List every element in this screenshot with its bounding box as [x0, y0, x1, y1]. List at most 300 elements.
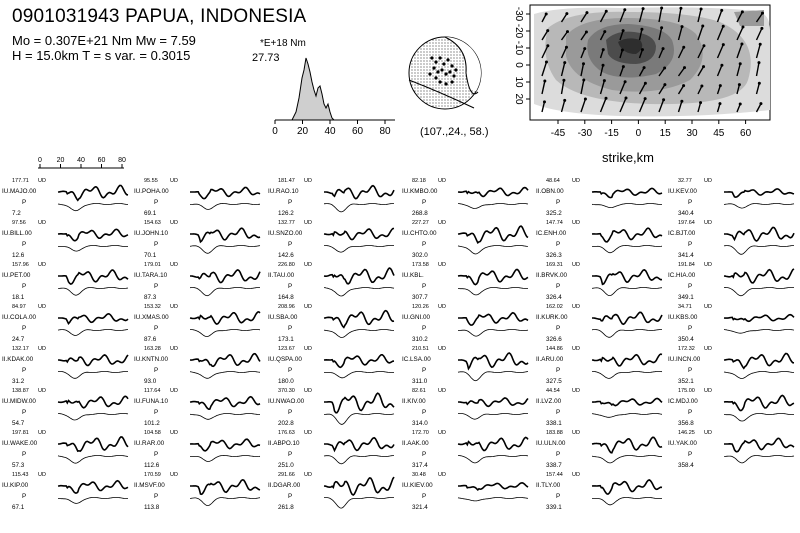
station-phase: P — [422, 283, 427, 290]
synthetic-waveform — [324, 413, 394, 424]
observed-waveform — [58, 355, 128, 366]
station-azimuth: 31.2 — [12, 378, 25, 385]
synthetic-waveform — [592, 371, 662, 378]
synthetic-waveform — [724, 203, 794, 208]
station-amplitude: 208.96 — [278, 304, 295, 310]
station-component: UD — [438, 346, 446, 352]
station-amplitude: 162.02 — [546, 304, 563, 310]
observed-waveform — [592, 437, 662, 453]
station-azimuth: 251.0 — [278, 462, 294, 469]
station-phase: P — [688, 325, 693, 332]
slip-y-tick-label: 0 — [513, 62, 524, 68]
station-name: IU.RAR.00 — [134, 440, 165, 447]
station-amplitude: 120.26 — [412, 304, 429, 310]
station-panel — [2, 220, 128, 259]
slip-vector-head — [622, 29, 625, 32]
station-component: UD — [170, 262, 178, 268]
slip-x-tick-label: 60 — [740, 128, 752, 139]
station-azimuth: 338.1 — [546, 420, 562, 427]
station-amplitude: 132.17 — [12, 346, 29, 352]
observed-waveform — [324, 268, 394, 284]
station-amplitude: 82.18 — [412, 178, 426, 184]
observed-waveform — [190, 439, 260, 451]
observed-waveform — [190, 228, 260, 242]
station-azimuth: 326.3 — [546, 252, 562, 259]
synthetic-waveform — [724, 413, 794, 421]
slip-vector-head — [662, 47, 665, 50]
slip-x-tick-label: -30 — [577, 128, 593, 139]
station-panel — [402, 262, 528, 301]
slip-vector-head — [680, 100, 683, 103]
synthetic-waveform — [58, 203, 128, 210]
observed-waveform — [592, 228, 662, 242]
station-panel — [668, 346, 794, 385]
synthetic-waveform — [324, 455, 394, 463]
synthetic-waveform — [324, 371, 394, 377]
synthetic-waveform — [58, 329, 128, 335]
slip-vector-head — [700, 8, 703, 11]
station-panel — [2, 346, 128, 385]
station-amplitude: 117.64 — [144, 388, 161, 394]
station-name: IU.KBL. — [402, 272, 424, 279]
station-phase: P — [688, 367, 693, 374]
observed-waveform — [190, 480, 260, 495]
station-component: UD — [704, 346, 712, 352]
station-name: IU.YAK.00 — [668, 440, 697, 447]
station-component: UD — [438, 472, 446, 478]
slip-vector-head — [720, 64, 723, 67]
station-component: UD — [170, 430, 178, 436]
station-name: IU.XMAS.00 — [134, 314, 169, 321]
synthetic-waveform — [458, 287, 528, 295]
slip-x-tick-label: 30 — [686, 128, 698, 139]
station-amplitude: 32.77 — [678, 178, 692, 184]
observed-waveform — [58, 229, 128, 240]
synthetic-waveform — [592, 287, 662, 295]
station-component: UD — [572, 472, 580, 478]
station-panel — [402, 430, 528, 469]
slip-vector-head — [602, 48, 605, 51]
synthetic-waveform — [190, 413, 260, 419]
stf-tick-label: 40 — [324, 126, 336, 137]
station-name: IU.KEV.00 — [668, 188, 697, 195]
station-component: UD — [170, 346, 178, 352]
station-component: UD — [704, 388, 712, 394]
slip-x-tick-label: -45 — [550, 128, 566, 139]
station-amplitude: 226.80 — [278, 262, 295, 268]
station-azimuth: 321.4 — [412, 504, 428, 511]
synthetic-waveform — [58, 497, 128, 503]
source-time-function — [272, 58, 395, 137]
slip-vector-head — [641, 48, 644, 51]
station-azimuth: 112.6 — [144, 462, 160, 469]
station-component: UD — [38, 178, 46, 184]
station-panel — [268, 346, 394, 385]
station-phase: P — [422, 451, 427, 458]
station-name: IU.QSPA.00 — [268, 356, 302, 363]
station-panel — [402, 304, 528, 343]
synthetic-waveform — [58, 245, 128, 251]
stf-scale-label: *E+18 Nm — [260, 38, 306, 49]
observed-waveform — [324, 186, 394, 199]
observed-waveform — [724, 395, 794, 410]
slip-vector-head — [759, 43, 762, 46]
station-panel — [134, 262, 260, 301]
synthetic-waveform — [724, 455, 794, 463]
station-amplitude: 177.71 — [12, 178, 29, 184]
station-component: UD — [572, 346, 580, 352]
observed-waveform — [190, 312, 260, 324]
station-panel — [2, 304, 128, 343]
time-tick-label: 60 — [97, 157, 106, 164]
station-panel — [668, 304, 794, 343]
slip-vector-head — [644, 97, 647, 100]
station-panel — [536, 346, 662, 385]
slip-vector-head — [603, 79, 606, 82]
station-waveform-grid — [2, 178, 794, 511]
synthetic-waveform — [190, 329, 260, 336]
slip-vector-head — [660, 7, 663, 10]
station-amplitude: 82.61 — [412, 388, 426, 394]
station-azimuth: 327.5 — [546, 378, 562, 385]
slip-vector-head — [682, 84, 685, 87]
station-component: UD — [304, 472, 312, 478]
synthetic-waveform — [592, 413, 662, 417]
station-component: UD — [38, 220, 46, 226]
synthetic-waveform — [190, 497, 260, 505]
synthetic-waveform — [190, 371, 260, 378]
station-amplitude: 44.54 — [546, 388, 560, 394]
station-phase: P — [22, 325, 27, 332]
station-amplitude: 191.84 — [678, 262, 695, 268]
station-name: II.MSVF.00 — [134, 482, 165, 489]
station-amplitude: 84.97 — [12, 304, 26, 310]
observed-waveform — [324, 311, 394, 328]
station-name: IC.MDJ.00 — [668, 398, 698, 405]
station-panel — [402, 178, 528, 217]
station-name: II.TLY.00 — [536, 482, 561, 489]
station-name: IC.HIA.00 — [668, 272, 696, 279]
synthetic-waveform — [190, 203, 260, 209]
station-azimuth: 12.6 — [12, 252, 25, 259]
station-phase: P — [154, 325, 159, 332]
station-component: UD — [170, 472, 178, 478]
synthetic-waveform — [592, 455, 662, 463]
station-component: UD — [572, 178, 580, 184]
station-phase: P — [288, 241, 293, 248]
slip-vector-head — [543, 80, 546, 83]
station-panel — [134, 304, 260, 343]
station-name: II.TAU.00 — [268, 272, 295, 279]
station-name: IU.KBS.00 — [668, 314, 698, 321]
station-phase: P — [556, 367, 561, 374]
station-amplitude: 157.44 — [546, 472, 563, 478]
station-panel — [536, 178, 662, 217]
station-azimuth: 57.3 — [12, 462, 25, 469]
slip-vector-head — [738, 83, 741, 86]
station-name: IU.POHA.00 — [134, 188, 169, 195]
synthetic-waveform — [324, 287, 394, 296]
station-component: UD — [38, 430, 46, 436]
station-phase: P — [422, 493, 427, 500]
station-name: IU.WAKE.00 — [2, 440, 38, 447]
station-component: UD — [438, 430, 446, 436]
station-component: UD — [438, 178, 446, 184]
station-phase: P — [422, 241, 427, 248]
station-panel — [668, 430, 794, 469]
slip-vector-head — [760, 27, 763, 30]
station-azimuth: 87.6 — [144, 336, 157, 343]
station-panel — [402, 472, 528, 511]
station-phase: P — [22, 409, 27, 416]
station-amplitude: 123.67 — [278, 346, 295, 352]
station-phase: P — [22, 451, 27, 458]
slip-vector-head — [640, 28, 643, 31]
station-azimuth: 268.8 — [412, 210, 428, 217]
station-phase: P — [556, 283, 561, 290]
station-name: IU.CHTO.00 — [402, 230, 437, 237]
station-phase: P — [556, 241, 561, 248]
slip-vector-head — [682, 46, 685, 49]
station-component: UD — [572, 262, 580, 268]
station-name: IU.SBA.00 — [268, 314, 298, 321]
station-phase: P — [154, 493, 159, 500]
station-azimuth: 310.2 — [412, 336, 428, 343]
station-azimuth: 358.4 — [678, 462, 694, 469]
slip-vector-head — [624, 80, 627, 83]
station-panel — [268, 262, 394, 301]
slip-vector-head — [683, 66, 686, 69]
station-azimuth: 311.0 — [412, 378, 428, 385]
slip-vector-head — [543, 100, 546, 103]
station-phase: P — [556, 451, 561, 458]
station-phase: P — [688, 409, 693, 416]
station-amplitude: 138.87 — [12, 388, 29, 394]
station-amplitude: 170.59 — [144, 472, 161, 478]
slip-vector-head — [565, 12, 568, 15]
station-panel — [668, 178, 794, 217]
station-component: UD — [438, 388, 446, 394]
slip-vector-head — [582, 79, 585, 82]
synthetic-waveform — [592, 203, 662, 207]
station-component: UD — [572, 388, 580, 394]
station-azimuth: 349.1 — [678, 294, 694, 301]
station-component: UD — [704, 430, 712, 436]
slip-vector-head — [660, 26, 663, 29]
station-amplitude: 95.55 — [144, 178, 158, 184]
station-phase: P — [288, 325, 293, 332]
station-phase: P — [422, 409, 427, 416]
synthetic-waveform — [724, 287, 794, 295]
station-component: UD — [170, 220, 178, 226]
station-component: UD — [438, 220, 446, 226]
station-name: IU.PET.00 — [2, 272, 31, 279]
slip-vector-head — [761, 12, 764, 15]
station-azimuth: 340.4 — [678, 210, 694, 217]
station-azimuth: 24.7 — [12, 336, 25, 343]
slip-vector-head — [642, 7, 645, 10]
station-component: UD — [304, 346, 312, 352]
station-azimuth: 7.2 — [12, 210, 21, 217]
station-panel — [268, 430, 394, 469]
station-name: IU.SNZO.00 — [268, 230, 303, 237]
station-phase: P — [556, 325, 561, 332]
slip-vector-head — [718, 102, 721, 105]
station-name: II.KIV.00 — [402, 398, 426, 405]
station-azimuth: 126.2 — [278, 210, 294, 217]
station-panel — [268, 304, 394, 343]
station-azimuth: 314.0 — [412, 420, 428, 427]
slip-vector-head — [663, 67, 666, 70]
station-name: II.OBN.00 — [536, 188, 564, 195]
station-name: IU.KMBO.00 — [402, 188, 438, 195]
station-name: IU.COLA.00 — [2, 314, 36, 321]
station-amplitude: 172.32 — [678, 346, 695, 352]
station-panel — [134, 220, 260, 259]
observed-waveform — [458, 437, 528, 450]
slip-vector-head — [563, 61, 566, 64]
slip-vector-head — [722, 25, 725, 28]
slip-vector-head — [739, 103, 742, 106]
station-panel — [2, 178, 128, 217]
station-phase: P — [154, 241, 159, 248]
station-amplitude: 210.51 — [412, 346, 429, 352]
station-azimuth: 350.4 — [678, 336, 694, 343]
station-panel — [536, 430, 662, 469]
station-phase: P — [288, 283, 293, 290]
station-phase: P — [22, 283, 27, 290]
observed-waveform — [190, 187, 260, 198]
station-name: II.AAK.00 — [402, 440, 429, 447]
station-name: IU.KNTN.00 — [134, 356, 168, 363]
station-amplitude: 181.47 — [278, 178, 295, 184]
station-component: UD — [438, 262, 446, 268]
observed-waveform — [324, 393, 394, 413]
slip-map-x-ticks — [551, 120, 752, 139]
station-component: UD — [704, 262, 712, 268]
time-tick-label: 0 — [38, 157, 42, 164]
station-name: II.KURK.00 — [536, 314, 568, 321]
observed-waveform — [58, 270, 128, 284]
station-amplitude: 30.48 — [412, 472, 426, 478]
station-amplitude: 153.32 — [144, 304, 161, 310]
observed-waveform — [58, 314, 128, 324]
station-amplitude: 157.96 — [12, 262, 29, 268]
station-name: IU.MAJO.00 — [2, 188, 37, 195]
time-scale — [38, 157, 126, 168]
stf-curve — [292, 58, 334, 120]
station-amplitude: 147.74 — [546, 220, 563, 226]
station-name: IC.ENH.00 — [536, 230, 567, 237]
synthetic-waveform — [458, 329, 528, 336]
synthetic-waveform — [592, 497, 662, 504]
station-panel — [268, 220, 394, 259]
station-amplitude: 172.70 — [412, 430, 429, 436]
station-name: IC.BJT.00 — [668, 230, 696, 237]
stf-ticks — [272, 120, 391, 137]
slip-y-tick-label: 10 — [513, 76, 524, 88]
slip-vector-head — [662, 98, 665, 101]
station-phase: P — [688, 451, 693, 458]
station-component: UD — [170, 304, 178, 310]
station-name: IU.ULN.00 — [536, 440, 566, 447]
observed-waveform — [190, 397, 260, 410]
station-amplitude: 146.25 — [678, 430, 695, 436]
station-amplitude: 115.43 — [12, 472, 29, 478]
focal-mechanism — [409, 37, 481, 120]
slip-vector-head — [699, 101, 702, 104]
station-panel — [134, 430, 260, 469]
synthetic-waveform — [724, 371, 794, 378]
station-name: IU.TARA.10 — [134, 272, 168, 279]
slip-vector-head — [702, 65, 705, 68]
station-name: II.BRVK.00 — [536, 272, 568, 279]
synthetic-waveform — [190, 287, 260, 295]
observed-waveform — [58, 185, 128, 200]
observed-waveform — [592, 399, 662, 406]
station-panel — [134, 388, 260, 427]
slip-vector-head — [700, 85, 703, 88]
station-amplitude: 291.66 — [278, 472, 295, 478]
station-phase: P — [154, 451, 159, 458]
slip-vector-head — [621, 49, 624, 52]
station-azimuth: 202.8 — [278, 420, 294, 427]
station-phase: P — [422, 367, 427, 374]
station-component: UD — [38, 262, 46, 268]
observed-waveform — [458, 398, 528, 406]
observed-waveform — [458, 353, 528, 369]
station-component: UD — [304, 388, 312, 394]
station-azimuth: 356.8 — [678, 420, 694, 427]
station-amplitude: 97.56 — [12, 220, 26, 226]
synthetic-waveform — [190, 455, 260, 461]
station-amplitude: 173.58 — [412, 262, 429, 268]
station-azimuth: 338.7 — [546, 462, 562, 469]
slip-vector-head — [566, 30, 569, 33]
slip-vector-head — [739, 62, 742, 65]
station-phase: P — [22, 367, 27, 374]
station-panel — [134, 178, 260, 217]
station-component: UD — [38, 388, 46, 394]
slip-vector-head — [546, 44, 549, 47]
station-panel — [536, 388, 662, 427]
station-amplitude: 163.28 — [144, 346, 161, 352]
synthetic-waveform — [724, 245, 794, 254]
station-component: UD — [704, 220, 712, 226]
slip-y-tick-label: -30 — [513, 6, 524, 22]
station-panel — [2, 262, 128, 301]
station-amplitude: 197.81 — [12, 430, 29, 436]
station-panel — [2, 472, 128, 511]
observed-waveform — [724, 438, 794, 452]
depth-variance-line: H = 15.0km T = s var. = 0.3015 — [12, 48, 191, 63]
station-phase: P — [288, 451, 293, 458]
slip-vector-head — [624, 97, 627, 100]
station-azimuth: 341.4 — [678, 252, 694, 259]
slip-vector-head — [681, 25, 684, 28]
synthetic-waveform — [58, 413, 128, 420]
station-amplitude: 176.63 — [278, 430, 295, 436]
station-amplitude: 197.64 — [678, 220, 695, 226]
station-phase: P — [556, 409, 561, 416]
station-azimuth: 101.2 — [144, 420, 160, 427]
observed-waveform — [58, 437, 128, 451]
station-name: IU.NWAO.00 — [268, 398, 305, 405]
station-name: II.KDAK.00 — [2, 356, 34, 363]
station-component: UD — [304, 262, 312, 268]
station-azimuth: 164.8 — [278, 294, 294, 301]
observed-waveform — [458, 270, 528, 285]
